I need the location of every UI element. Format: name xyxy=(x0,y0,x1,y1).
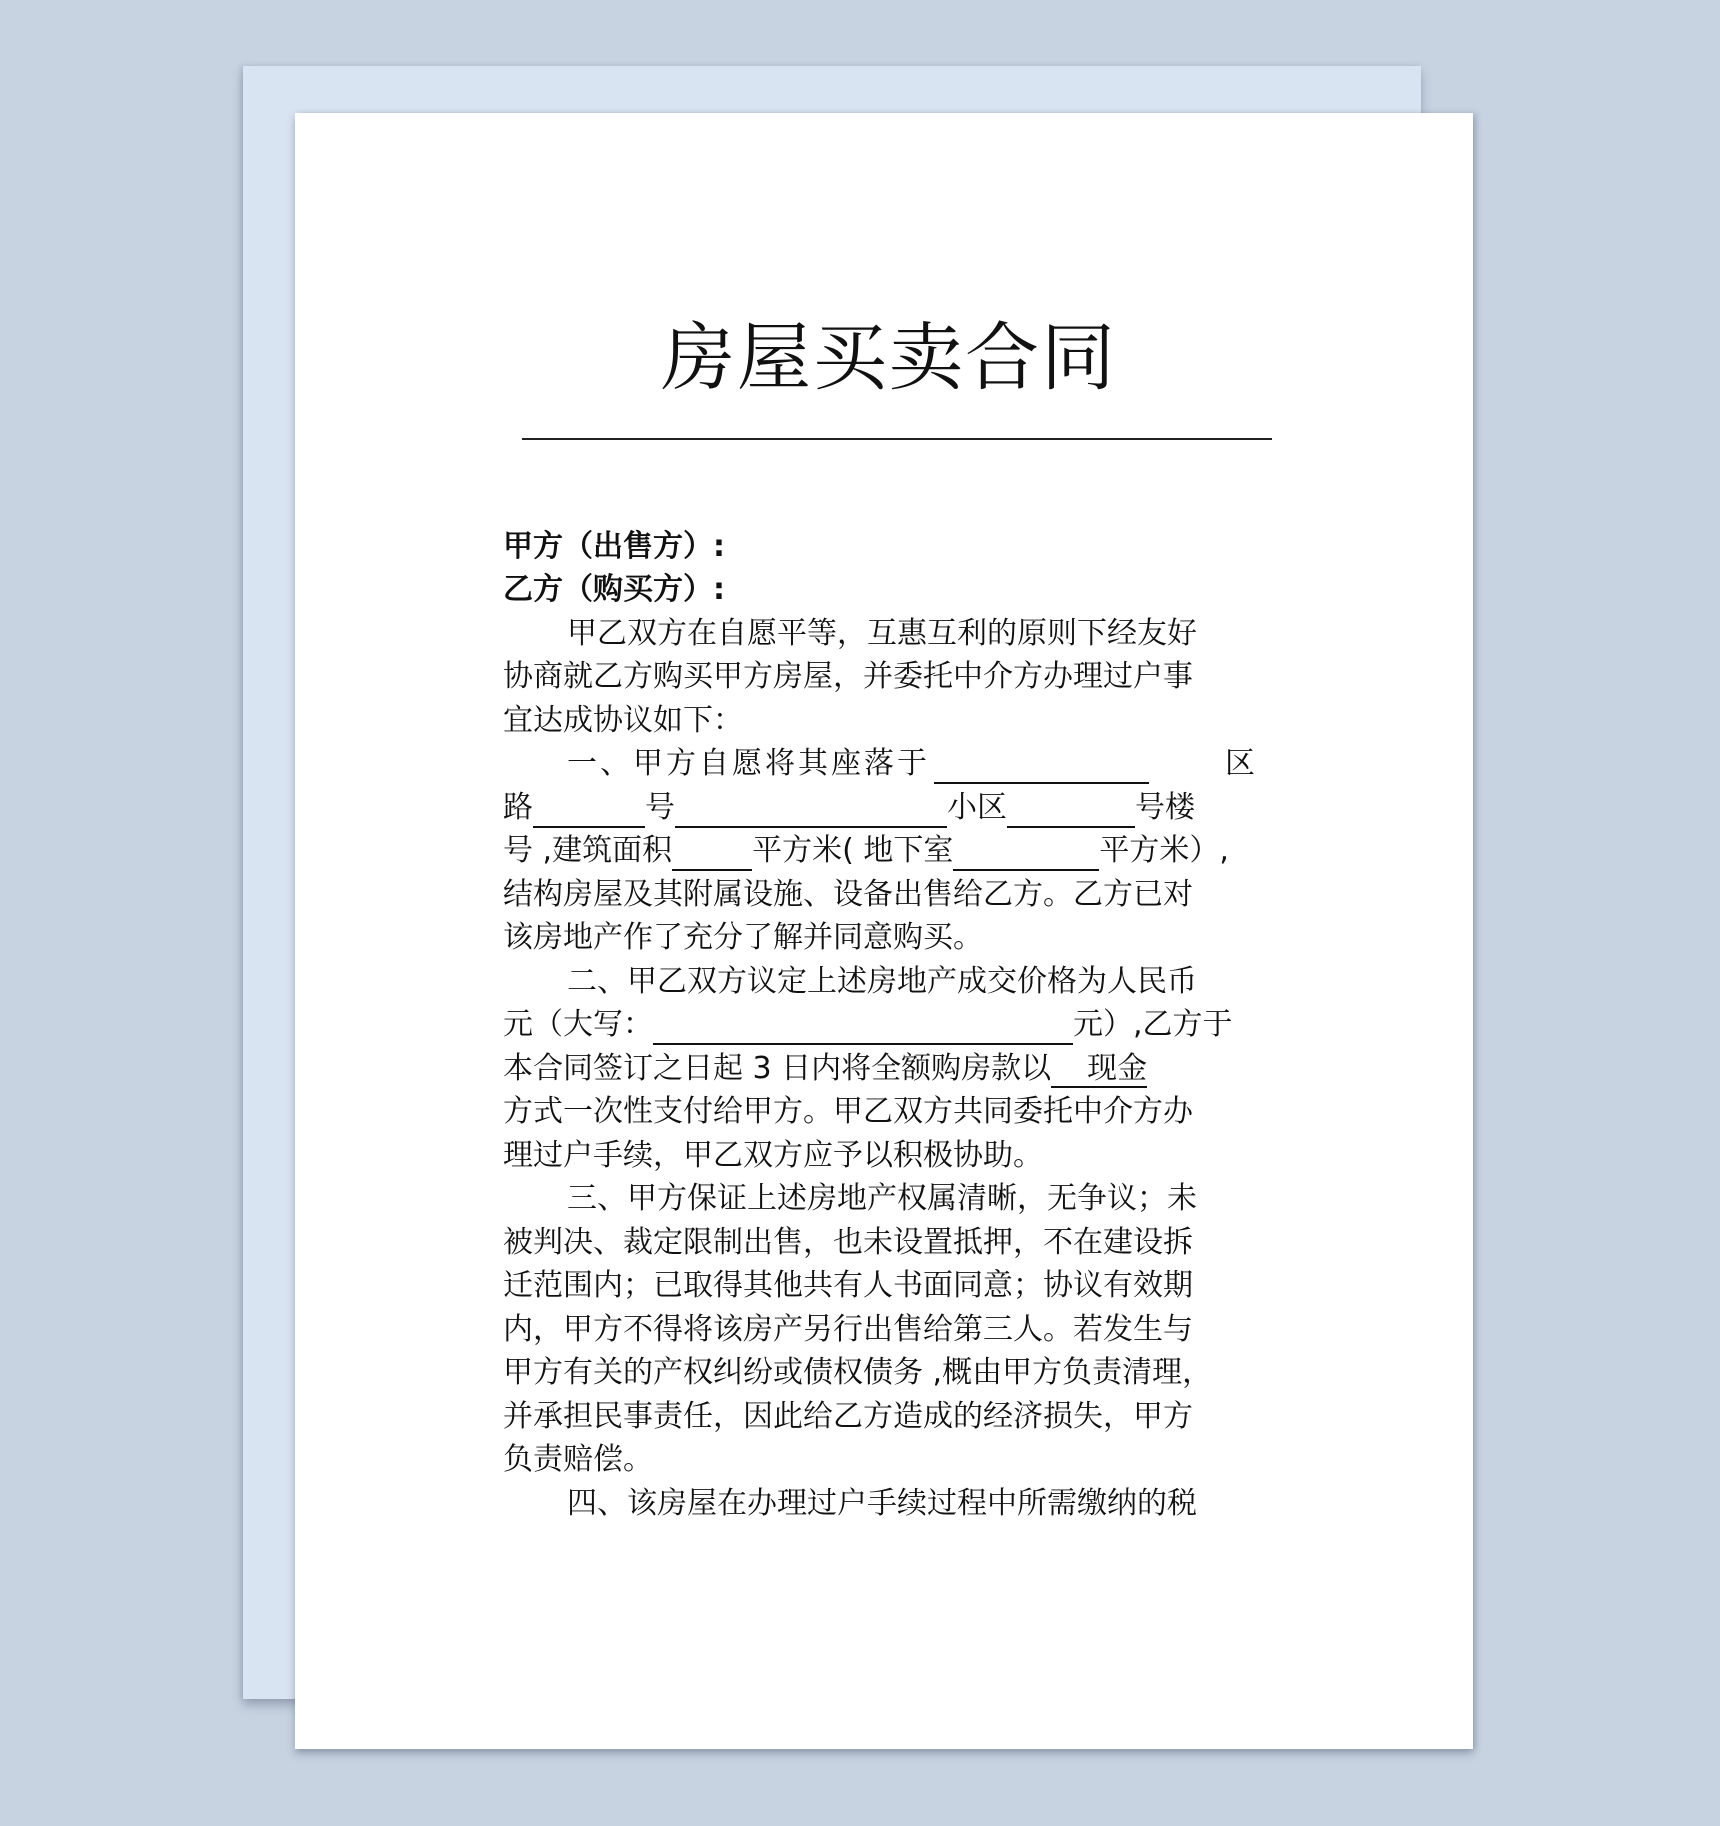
building-blank[interactable] xyxy=(1007,794,1135,828)
number-label: 号 xyxy=(645,790,675,825)
price-words-blank[interactable] xyxy=(653,1011,1073,1045)
district-blank[interactable] xyxy=(934,750,1149,784)
intro-line: 宜达成协议如下： xyxy=(503,703,743,738)
community-blank[interactable] xyxy=(675,794,947,828)
document-page xyxy=(295,113,1473,1749)
payment-method-value: 现金 xyxy=(1087,1051,1148,1086)
clause-3-line: 甲方有关的产权纠纷或债权债务 ,概由甲方负责清理， xyxy=(503,1355,1213,1390)
clause-1-line: 结构房屋及其附属设施、设备出售给乙方。乙方已对 xyxy=(503,877,1193,912)
clause-2-line xyxy=(503,1005,1255,1045)
party-b-label: 乙方（购买方）: xyxy=(503,572,725,607)
building-label: 号楼 xyxy=(1135,790,1195,825)
clause-3-line: 并承担民事责任，因此给乙方造成的经济损失，甲方 xyxy=(503,1399,1193,1434)
intro-line: 协商就乙方购买甲方房屋，并委托中介方办理过户事 xyxy=(503,659,1193,694)
price-words-label: 元（大写： xyxy=(503,1007,653,1042)
clause-2-line: 二、甲乙双方议定上述房地产成交价格为人民币 xyxy=(567,964,1197,999)
clause-3-line: 迁范围内；已取得其他共有人书面同意；协议有效期 xyxy=(503,1268,1193,1303)
clause-1-text: 一、甲方自愿将其座落于 xyxy=(567,746,930,781)
clause-4-line: 四、该房屋在办理过户手续过程中所需缴纳的税 xyxy=(567,1486,1197,1521)
clause-2-line xyxy=(503,1049,1255,1089)
price-suffix: 元）,乙方于 xyxy=(1073,1007,1233,1042)
payment-method-field[interactable] xyxy=(1051,1052,1147,1088)
basement-blank[interactable] xyxy=(953,837,1099,871)
clause-3-line: 被判决、裁定限制出售，也未设置抵押，不在建设拆 xyxy=(503,1225,1193,1260)
basement-label: 平方米( 地下室 xyxy=(752,833,954,868)
area-label: 号 ,建筑面积 xyxy=(503,833,673,868)
clause-3-line: 负责赔偿。 xyxy=(503,1442,653,1477)
clause-1-line xyxy=(503,744,1255,784)
document-title: 房屋买卖合同 xyxy=(661,315,1117,401)
district-label: 区 xyxy=(1225,746,1255,781)
clause-2-line: 方式一次性支付给甲方。甲乙双方共同委托中介方办 xyxy=(503,1094,1193,1129)
clause-3-line: 内，甲方不得将该房产另行出售给第三人。若发生与 xyxy=(503,1312,1193,1347)
road-label: 路 xyxy=(503,790,533,825)
clause-2-line: 理过户手续，甲乙双方应予以积极协助。 xyxy=(503,1138,1043,1173)
clause-1-line xyxy=(503,831,1255,871)
payment-terms: 本合同签订之日起 3 日内将全额购房款以 xyxy=(503,1051,1052,1086)
road-blank[interactable] xyxy=(533,794,645,828)
clause-3-line: 三、甲方保证上述房地产权属清晰，无争议；未 xyxy=(567,1181,1197,1216)
title-divider xyxy=(522,438,1272,440)
community-label: 小区 xyxy=(947,790,1007,825)
intro-line: 甲乙双方在自愿平等，互惠互利的原则下经友好 xyxy=(567,616,1197,651)
sqm-label: 平方米）, xyxy=(1099,833,1229,868)
area-blank[interactable] xyxy=(672,837,752,871)
clause-1-line: 该房地产作了充分了解并同意购买。 xyxy=(503,920,983,955)
party-a-label: 甲方（出售方）: xyxy=(503,529,725,564)
clause-1-line xyxy=(503,788,1255,828)
